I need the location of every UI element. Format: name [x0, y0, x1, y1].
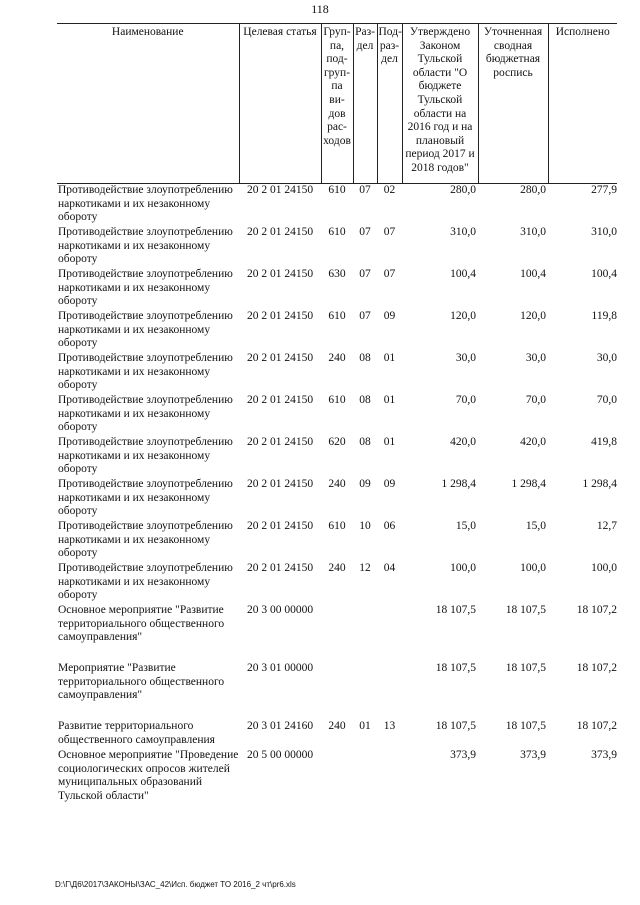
row-name: Противодействие злоупотреблению наркотиками и их незаконному обороту [58, 184, 233, 223]
row-group: 620 [328, 436, 346, 448]
table-row [57, 394, 617, 436]
row-name: Противодействие злоупотреблению наркотиками и их незаконному обороту [58, 352, 233, 391]
row-section: 07 [359, 268, 371, 280]
row-name: Противодействие злоупотреблению наркотиками и их незаконному обороту [58, 436, 233, 475]
row-refined: 1 298,4 [511, 478, 546, 490]
row-refined: 310,0 [520, 226, 546, 238]
row-executed: 18 107,2 [576, 720, 617, 732]
row-section [353, 662, 377, 720]
row-subsection: 01 [383, 352, 396, 364]
row-target: 20 2 01 24150 [246, 352, 314, 364]
row-target: 20 3 01 24160 [246, 720, 314, 732]
row-executed: 310,0 [591, 226, 617, 238]
row-subsection: 01 [383, 394, 396, 406]
row-refined: 420,0 [520, 436, 546, 448]
row-target: 20 2 01 24150 [246, 520, 314, 532]
row-target: 20 2 01 24150 [246, 310, 314, 322]
row-section: 08 [359, 436, 371, 448]
row-executed: 373,9 [591, 749, 617, 761]
row-name: Основное мероприятие "Проведение социологических опросов жителей муниципальных образований Тульской области" [58, 749, 239, 802]
row-refined: 18 107,5 [505, 604, 546, 616]
col-header-subsection: Под-раз-дел [377, 24, 402, 184]
row-refined: 120,0 [520, 310, 546, 322]
row-target: 20 2 01 24150 [246, 184, 314, 196]
row-section: 07 [359, 310, 371, 322]
row-approved: 100,0 [450, 562, 476, 574]
row-section: 07 [359, 226, 371, 238]
row-group: 610 [328, 310, 346, 322]
row-approved: 310,0 [450, 226, 476, 238]
row-approved: 30,0 [455, 352, 476, 364]
row-subsection: 13 [383, 720, 396, 732]
row-approved: 420,0 [450, 436, 476, 448]
row-target: 20 2 01 24150 [246, 268, 314, 280]
row-name: Противодействие злоупотреблению наркотиками и их незаконному обороту [58, 562, 233, 601]
row-approved: 18 107,5 [435, 604, 476, 616]
page-number: 118 [311, 2, 329, 16]
row-refined: 100,0 [520, 562, 546, 574]
row-group: 610 [328, 184, 346, 196]
row-target: 20 2 01 24150 [246, 436, 314, 448]
row-target: 20 2 01 24150 [246, 562, 314, 574]
row-section: 01 [359, 720, 371, 732]
row-subsection: 04 [383, 562, 396, 574]
table-row [57, 310, 617, 352]
row-refined: 100,4 [520, 268, 546, 280]
row-group [321, 604, 353, 662]
table-row [57, 604, 617, 662]
row-subsection: 02 [383, 184, 396, 196]
col-header-section: Раз-дел [353, 24, 377, 184]
row-name: Основное мероприятие "Развитие территориального общественного самоуправления" [58, 604, 225, 643]
row-subsection [377, 749, 402, 807]
file-path-footer: D:\Г\Д6\2017\ЗАКОНЫ\ЗАС_42\Исп. бюджет ТО 2016_2 чт\pr6.xls [55, 880, 296, 889]
row-subsection: 07 [383, 268, 396, 280]
col-header-group: Груп-па, под-груп-па ви-дов рас-ходов [321, 24, 353, 184]
row-refined: 280,0 [520, 184, 546, 196]
row-approved: 120,0 [450, 310, 476, 322]
row-executed: 100,4 [591, 268, 617, 280]
row-name: Противодействие злоупотреблению наркотиками и их незаконному обороту [58, 520, 233, 559]
row-group: 240 [328, 478, 346, 490]
row-section [353, 604, 377, 662]
row-approved: 70,0 [455, 394, 476, 406]
table-row [57, 562, 617, 604]
row-approved: 1 298,4 [441, 478, 476, 490]
row-target: 20 2 01 24150 [246, 394, 314, 406]
table-row [57, 662, 617, 720]
row-section: 08 [359, 394, 371, 406]
table-row [57, 268, 617, 310]
row-group: 240 [328, 562, 346, 574]
row-executed: 12,7 [596, 520, 617, 532]
col-header-approved: Утверждено Законом Тульской области "О бюджете Тульской области на 2016 год и на плановый период 2017 и 2018 годов" [402, 24, 478, 184]
table-row [57, 226, 617, 268]
row-executed: 100,0 [591, 562, 617, 574]
table-row [57, 478, 617, 520]
row-subsection: 09 [383, 478, 396, 490]
row-group [321, 749, 353, 807]
row-section: 08 [359, 352, 371, 364]
header-row [57, 24, 617, 184]
row-section: 07 [359, 184, 371, 196]
table-row [57, 520, 617, 562]
row-group: 610 [328, 394, 346, 406]
row-subsection [377, 662, 402, 720]
budget-table [57, 23, 617, 807]
row-group: 610 [328, 226, 346, 238]
row-section: 10 [359, 520, 371, 532]
row-name: Противодействие злоупотреблению наркотиками и их незаконному обороту [58, 268, 233, 307]
row-name: Противодействие злоупотреблению наркотиками и их незаконному обороту [58, 226, 233, 265]
row-executed: 18 107,2 [576, 662, 617, 674]
row-refined: 373,9 [520, 749, 546, 761]
row-executed: 277,9 [591, 184, 617, 196]
table-row [57, 749, 617, 807]
row-refined: 70,0 [525, 394, 546, 406]
row-group: 630 [328, 268, 346, 280]
row-subsection [377, 604, 402, 662]
row-target: 20 5 00 00000 [246, 749, 314, 761]
row-approved: 18 107,5 [435, 662, 476, 674]
row-section [353, 749, 377, 807]
col-header-refined: Уточненная сводная бюджетная роспись [478, 24, 548, 184]
row-group [321, 662, 353, 720]
row-group: 240 [328, 352, 346, 364]
row-target: 20 2 01 24150 [246, 478, 314, 490]
row-executed: 119,8 [591, 310, 617, 322]
row-group: 610 [328, 520, 346, 532]
row-subsection: 06 [383, 520, 396, 532]
row-subsection: 01 [383, 436, 396, 448]
row-executed: 419,8 [591, 436, 617, 448]
table-row [57, 436, 617, 478]
row-name: Мероприятие "Развитие территориального общественного самоуправления" [58, 662, 225, 701]
row-approved: 18 107,5 [435, 720, 476, 732]
table-row [57, 184, 617, 227]
row-refined: 18 107,5 [505, 720, 546, 732]
row-name: Развитие территориального общественного самоуправления [58, 720, 215, 746]
row-approved: 280,0 [450, 184, 476, 196]
row-target: 20 2 01 24150 [246, 226, 314, 238]
row-subsection: 07 [383, 226, 396, 238]
row-subsection: 09 [383, 310, 396, 322]
table-row [57, 352, 617, 394]
row-name: Противодействие злоупотреблению наркотиками и их незаконному обороту [58, 478, 233, 517]
row-approved: 100,4 [450, 268, 476, 280]
row-section: 09 [359, 478, 371, 490]
row-target: 20 3 01 00000 [246, 662, 314, 674]
row-executed: 30,0 [596, 352, 617, 364]
row-executed: 1 298,4 [582, 478, 617, 490]
row-approved: 15,0 [455, 520, 476, 532]
table-row [57, 720, 617, 749]
col-header-target: Целевая статья [239, 24, 321, 184]
row-refined: 18 107,5 [505, 662, 546, 674]
row-approved: 373,9 [450, 749, 476, 761]
row-group: 240 [328, 720, 346, 732]
row-executed: 70,0 [596, 394, 617, 406]
row-refined: 15,0 [525, 520, 546, 532]
row-section: 12 [359, 562, 371, 574]
row-name: Противодействие злоупотреблению наркотиками и их незаконному обороту [58, 394, 233, 433]
col-header-executed: Исполнено [548, 24, 617, 184]
row-target: 20 3 00 00000 [246, 604, 314, 616]
row-refined: 30,0 [525, 352, 546, 364]
col-header-name: Наименование [57, 24, 239, 184]
row-executed: 18 107,2 [576, 604, 617, 616]
row-name: Противодействие злоупотреблению наркотиками и их незаконному обороту [58, 310, 233, 349]
